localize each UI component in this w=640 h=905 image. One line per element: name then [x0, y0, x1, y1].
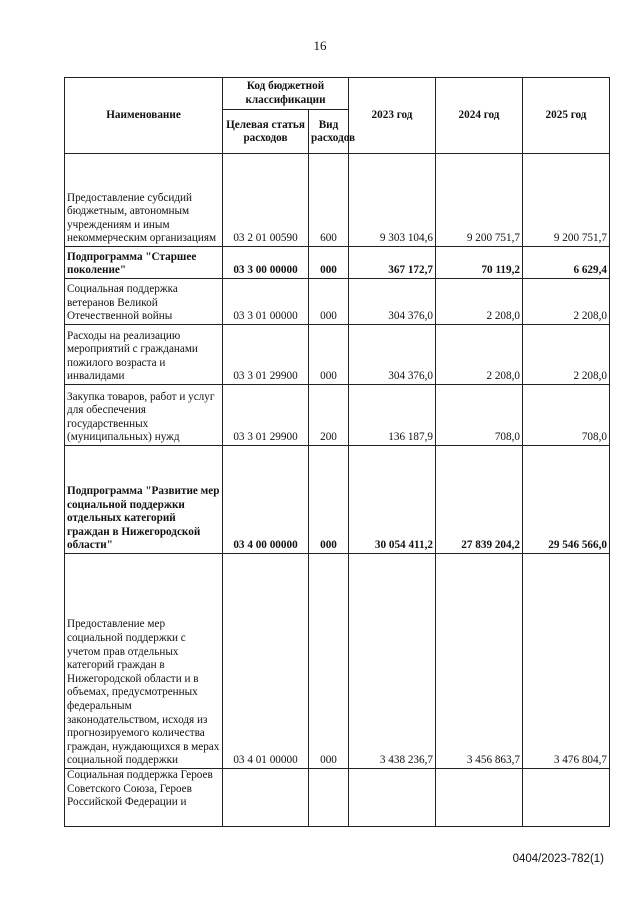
header-year-2023: 2023 год: [349, 78, 436, 154]
row-expense-kind: 000: [309, 554, 349, 769]
table-row: [65, 554, 610, 769]
budget-table: [64, 77, 610, 827]
header-year-2024: 2024 год: [436, 78, 523, 154]
row-value-2024: 70 119,2: [436, 247, 523, 279]
row-value-2025: 6 629,4: [523, 247, 610, 279]
row-name: Предоставление субсидий бюджетным, автономным учреждениям и иным некоммерческим организациям: [65, 154, 223, 247]
header-budget-classification-code: Код бюджетной классификации: [223, 78, 349, 110]
row-target-code: 03 2 01 00590: [223, 154, 309, 247]
table-row: [65, 385, 610, 446]
row-name: Подпрограмма "Старшее поколение": [65, 247, 223, 279]
row-value-2024: [436, 769, 523, 827]
row-expense-kind: 000: [309, 446, 349, 554]
row-target-code: 03 4 01 00000: [223, 554, 309, 769]
row-expense-kind: [309, 769, 349, 827]
row-value-2025: 9 200 751,7: [523, 154, 610, 247]
row-expense-kind: 600: [309, 154, 349, 247]
table-row: [65, 154, 610, 247]
row-value-2023: 367 172,7: [349, 247, 436, 279]
row-value-2024: 3 456 863,7: [436, 554, 523, 769]
row-value-2025: 3 476 804,7: [523, 554, 610, 769]
row-value-2023: 3 438 236,7: [349, 554, 436, 769]
row-expense-kind: 000: [309, 247, 349, 279]
row-expense-kind: 000: [309, 325, 349, 385]
row-target-code: 03 3 00 00000: [223, 247, 309, 279]
row-target-code: 03 4 00 00000: [223, 446, 309, 554]
row-value-2025: 2 208,0: [523, 325, 610, 385]
table-row: [65, 446, 610, 554]
row-value-2025: 29 546 566,0: [523, 446, 610, 554]
row-value-2024: 2 208,0: [436, 279, 523, 325]
table-row: [65, 247, 610, 279]
row-target-code: [223, 769, 309, 827]
row-target-code: 03 3 01 00000: [223, 279, 309, 325]
header-expense-kind: Вид расходов: [309, 110, 349, 154]
row-expense-kind: 200: [309, 385, 349, 446]
row-target-code: 03 3 01 29900: [223, 325, 309, 385]
table-row: [65, 325, 610, 385]
table-row: [65, 769, 610, 827]
row-target-code: 03 3 01 29900: [223, 385, 309, 446]
row-expense-kind: 000: [309, 279, 349, 325]
row-value-2023: 136 187,9: [349, 385, 436, 446]
row-value-2024: 27 839 204,2: [436, 446, 523, 554]
table-row: [65, 279, 610, 325]
row-value-2025: 708,0: [523, 385, 610, 446]
row-value-2023: 9 303 104,6: [349, 154, 436, 247]
row-value-2025: [523, 769, 610, 827]
row-value-2024: 708,0: [436, 385, 523, 446]
header-name: Наименование: [65, 78, 223, 154]
row-name: Социальная поддержка Героев Советского Союза, Героев Российской Федерации и: [65, 769, 223, 827]
row-value-2023: [349, 769, 436, 827]
row-value-2024: 9 200 751,7: [436, 154, 523, 247]
page-number: 16: [313, 38, 327, 53]
header-target-article: Целевая статья расходов: [223, 110, 309, 154]
row-name: Закупка товаров, работ и услуг для обеспечения государственных (муниципальных) нужд: [65, 385, 223, 446]
row-value-2023: 304 376,0: [349, 325, 436, 385]
row-value-2025: 2 208,0: [523, 279, 610, 325]
row-name: Предоставление мер социальной поддержки с учетом прав отдельных категорий граждан в Нижегородской области и в объемах, предусмотренных федеральным законодательством, исходя из прогнозируемого количества граждан, нуждающихся в мерах социальной поддержки: [65, 554, 223, 769]
row-name: Подпрограмма "Развитие мер социальной поддержки отдельных категорий граждан в Нижегородской области": [65, 446, 223, 554]
header-year-2025: 2025 год: [523, 78, 610, 154]
row-name: Расходы на реализацию мероприятий с гражданами пожилого возраста и инвалидами: [65, 325, 223, 385]
row-value-2024: 2 208,0: [436, 325, 523, 385]
row-name: Социальная поддержка ветеранов Великой Отечественной войны: [65, 279, 223, 325]
row-value-2023: 30 054 411,2: [349, 446, 436, 554]
document-number-footer: 0404/2023-782(1): [512, 853, 604, 865]
row-value-2023: 304 376,0: [349, 279, 436, 325]
